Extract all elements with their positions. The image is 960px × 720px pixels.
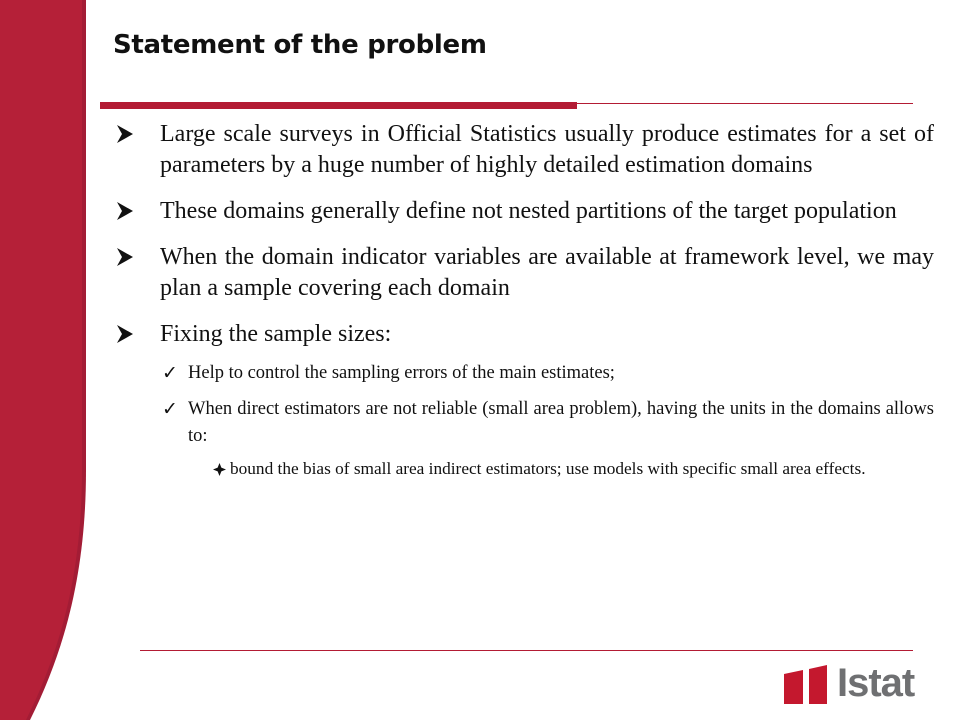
left-decorative-band [0,0,88,720]
title-underline-thin [577,103,913,104]
bullet-item [116,319,934,350]
bullet-text: Large scale surveys in Official Statistics usually produce estimates for a set of parameters by a huge number of highly detailed estimation domains [160,121,934,178]
sub-bullet-item [116,360,934,387]
bullet-text: When the domain indicator variables are available at framework level, we may plan a sample covering each domain [160,244,934,301]
bullet-text: These domains generally define not nested partitions of the target population [160,198,897,224]
sub-bullet-text: Help to control the sampling errors of the main estimates; [188,363,615,383]
page-title: Statement of the problem [113,30,487,60]
arrow-bullet-icon [116,124,134,144]
subsub-bullet-text: bound the bias of small area indirect estimators; use models with specific small area effects. [230,459,866,478]
check-icon: ✓ [162,362,178,384]
istat-logo-mark-icon [781,664,833,706]
sub-bullet-text: When direct estimators are not reliable (small area problem), having the units in the domains allows to: [188,399,934,446]
arrow-bullet-icon [116,201,134,221]
arrow-bullet-icon [116,247,134,267]
title-underline-thick [100,102,577,109]
diamond-bullet-icon [213,463,226,476]
arrow-bullet-icon [116,324,134,344]
check-icon: ✓ [162,398,178,420]
slide-content [116,119,934,480]
subsub-bullet-item [116,457,934,480]
logo-text: Istat [837,661,915,705]
bullet-text: Fixing the sample sizes: [160,321,392,347]
bullet-item [116,119,934,181]
footer-rule [140,650,913,651]
bullet-item [116,242,934,304]
sub-bullet-item [116,396,934,450]
bullet-item [116,196,934,227]
